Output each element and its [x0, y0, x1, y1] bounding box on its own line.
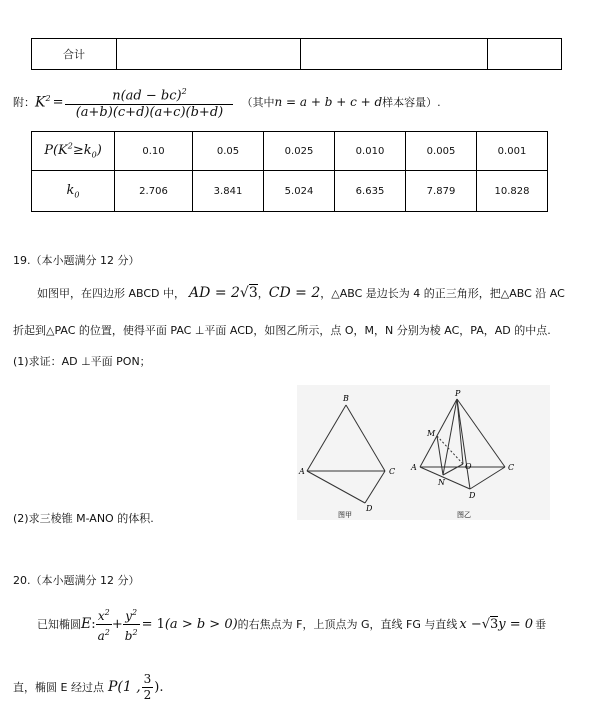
- total-label: 合计: [32, 39, 117, 70]
- k-value: 7.879: [406, 171, 477, 212]
- appendix-prefix: 附：: [13, 96, 35, 109]
- table-row: [32, 171, 548, 212]
- p-value: 0.010: [335, 132, 406, 171]
- label-c: C: [389, 467, 396, 476]
- k-value: 10.828: [477, 171, 548, 212]
- y-squared-over-b-squared: $\frac{y^2}{b^2}$: [123, 605, 140, 644]
- caption-a: 图甲: [338, 511, 352, 519]
- total-cell-1: [117, 39, 301, 70]
- k-value: 3.841: [193, 171, 264, 212]
- k-value: 6.635: [335, 171, 406, 212]
- q20-line1: 已知椭圆 E : $\frac{x^2}{a^2}$ + $\frac{y^2}{b^2}$ = 1 (a > b > 0) 的右焦点为 F，上顶点为 G，直线 FG 与直线 x − √ 3 y = 0 垂: [37, 601, 546, 647]
- x-squared-over-a-squared: $\frac{x^2}{a^2}$: [96, 605, 112, 644]
- q19-line1: 如图甲，在四边形 ABCD 中， AD = 2√3 ， CD = 2 ，△ABC 是边长为 4 的正三角形，把△ABC 沿 AC: [37, 285, 565, 301]
- point-y-fraction: $\frac{3}{2}$: [143, 671, 152, 702]
- p-value: 0.05: [193, 132, 264, 171]
- p-value: 0.001: [477, 132, 548, 171]
- label-b: B: [343, 394, 349, 403]
- q20-title: 20.（本小题满分 12 分）: [13, 574, 140, 587]
- p-value: 0.10: [115, 132, 193, 171]
- k-squared: $K^2$: [35, 93, 51, 111]
- p-value: 0.005: [406, 132, 477, 171]
- p-value: 0.025: [264, 132, 335, 171]
- k-value: 5.024: [264, 171, 335, 212]
- q19-line2: 折起到△PAC 的位置，使得平面 PAC ⊥平面 ACD，如图乙所示，点 O，M，N 分别为棱 AC，PA，AD 的中点.: [13, 324, 551, 337]
- total-cell-2: [301, 39, 488, 70]
- label-d: D: [366, 504, 373, 513]
- label-a: A: [299, 467, 305, 476]
- appendix-formula: 附： $K^2$ = $\frac{n(ad - bc)^2}{(a+b)(c+d)(a+c)(b+d)}$ （其中 n = a + b + c + d 样本容量）.: [13, 80, 441, 124]
- q19-part1: (1)求证：AD ⊥平面 PON；: [13, 355, 151, 368]
- k-value: 2.706: [115, 171, 193, 212]
- k-header: $k_0$: [32, 171, 115, 212]
- q20-line2: 直，椭圆 E 经过点 P(1 , $\frac{3}{2}$ ).: [13, 671, 164, 702]
- q19-figures: [297, 385, 550, 520]
- frequency-table-total-row: [31, 38, 562, 70]
- q19-title: 19.（本小题满分 12 分）: [13, 254, 140, 267]
- label-d2: D: [469, 491, 476, 500]
- label-c2: C: [508, 463, 515, 472]
- figure-background: [297, 385, 550, 520]
- label-o: O: [465, 462, 472, 471]
- q19-part2: (2)求三棱锥 M-ANO 的体积.: [13, 512, 154, 525]
- total-cell-3: [488, 39, 562, 70]
- label-p: P: [455, 389, 461, 398]
- critical-values-table: [31, 131, 548, 212]
- label-n: N: [438, 478, 445, 487]
- caption-b: 图乙: [457, 511, 471, 519]
- table-row: [32, 132, 548, 171]
- p-header: $P(K^2\ge k_0)$: [32, 132, 115, 171]
- label-a2: A: [411, 463, 417, 472]
- k-squared-fraction: $\frac{n(ad - bc)^2}{(a+b)(c+d)(a+c)(b+d)}$: [65, 84, 233, 119]
- label-m: M: [427, 429, 436, 438]
